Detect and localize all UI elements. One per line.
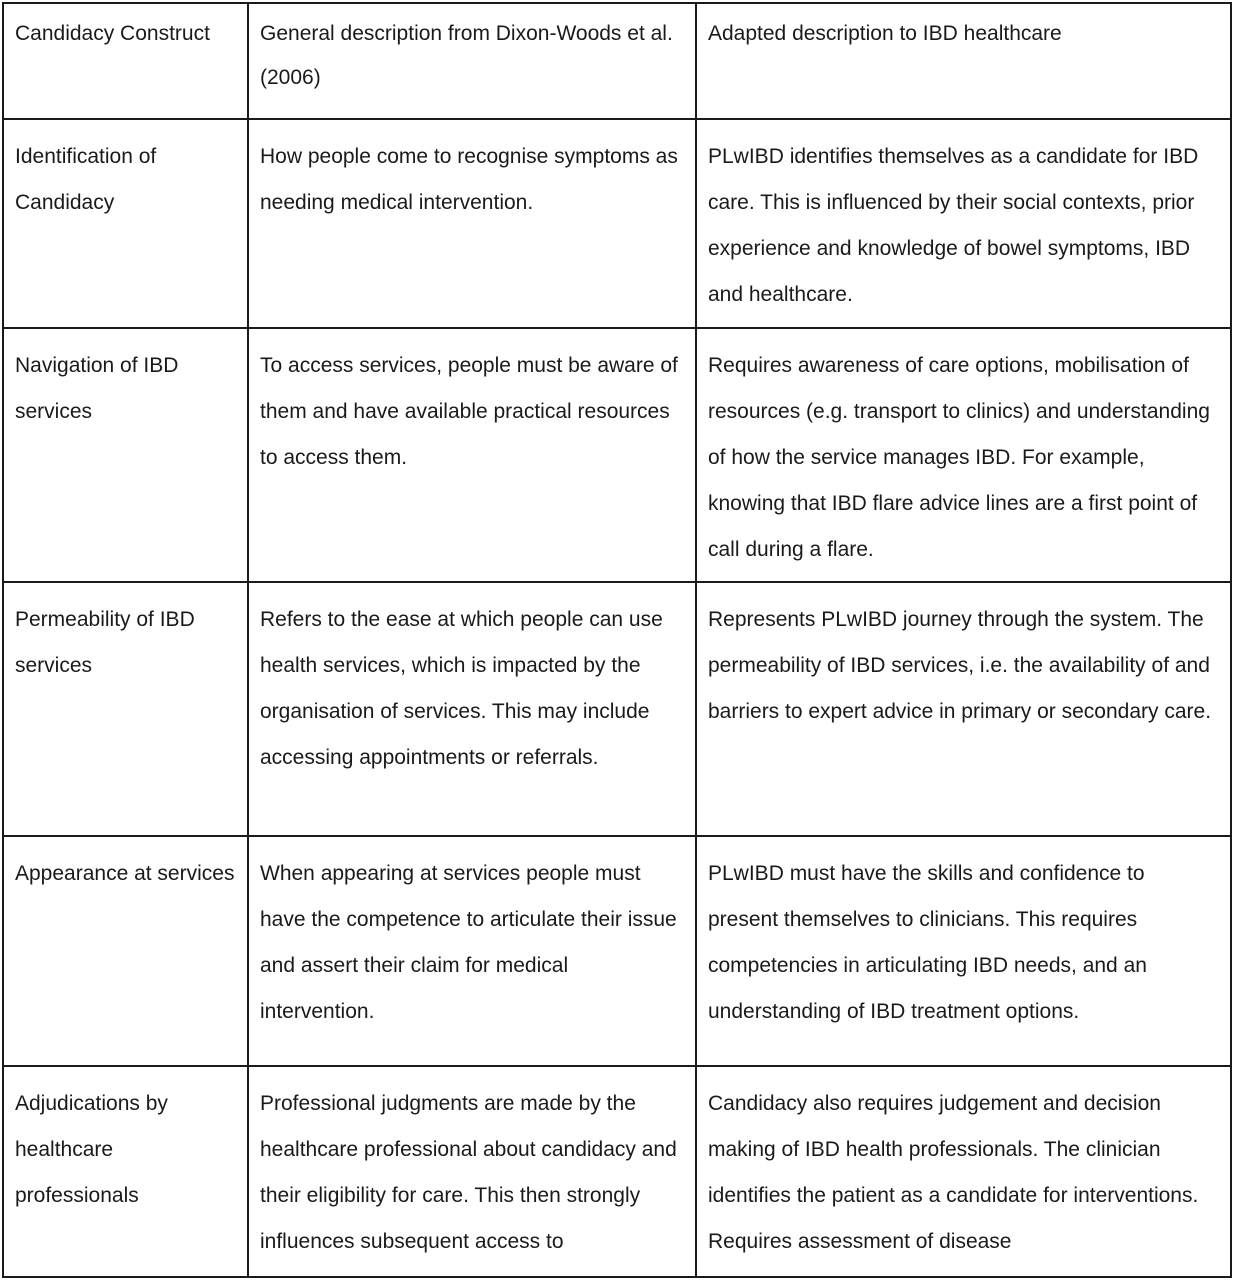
header-general-description: General description from Dixon-Woods et al. (2006)	[248, 3, 696, 119]
candidacy-table	[2, 2, 1232, 1278]
general-description-cell: Professional judgments are made by the healthcare professional about candidacy and their eligibility for care. This then strongly influences subsequent access to	[248, 1066, 696, 1277]
adapted-description-cell: Requires awareness of care options, mobilisation of resources (e.g. transport to clinics) and understanding of how the service manages IBD. For example, knowing that IBD flare advice lines are a first point of call during a flare.	[696, 328, 1231, 582]
table-row	[3, 836, 1231, 1066]
general-description-cell: Refers to the ease at which people can use health services, which is impacted by the organisation of services. This may include accessing appointments or referrals.	[248, 582, 696, 836]
header-construct: Candidacy Construct	[3, 3, 248, 119]
construct-cell: Identification of Candidacy	[3, 119, 248, 328]
header-row	[3, 3, 1231, 119]
construct-cell: Appearance at services	[3, 836, 248, 1066]
adapted-description-cell: PLwIBD identifies themselves as a candidate for IBD care. This is influenced by their social contexts, prior experience and knowledge of bowel symptoms, IBD and healthcare.	[696, 119, 1231, 328]
construct-cell: Permeability of IBD services	[3, 582, 248, 836]
header-adapted-description: Adapted description to IBD healthcare	[696, 3, 1231, 119]
adapted-description-cell: Represents PLwIBD journey through the system. The permeability of IBD services, i.e. the availability of and barriers to expert advice in primary or secondary care.	[696, 582, 1231, 836]
general-description-cell: To access services, people must be aware of them and have available practical resources to access them.	[248, 328, 696, 582]
general-description-cell: How people come to recognise symptoms as needing medical intervention.	[248, 119, 696, 328]
construct-cell: Adjudications by healthcare professionals	[3, 1066, 248, 1277]
general-description-cell: When appearing at services people must have the competence to articulate their issue and assert their claim for medical intervention.	[248, 836, 696, 1066]
table-row	[3, 328, 1231, 582]
table-row	[3, 119, 1231, 328]
table-row	[3, 582, 1231, 836]
adapted-description-cell: PLwIBD must have the skills and confidence to present themselves to clinicians. This requires competencies in articulating IBD needs, and an understanding of IBD treatment options.	[696, 836, 1231, 1066]
table-row	[3, 1066, 1231, 1277]
construct-cell: Navigation of IBD services	[3, 328, 248, 582]
adapted-description-cell: Candidacy also requires judgement and decision making of IBD health professionals. The clinician identifies the patient as a candidate for interventions. Requires assessment of disease	[696, 1066, 1231, 1277]
